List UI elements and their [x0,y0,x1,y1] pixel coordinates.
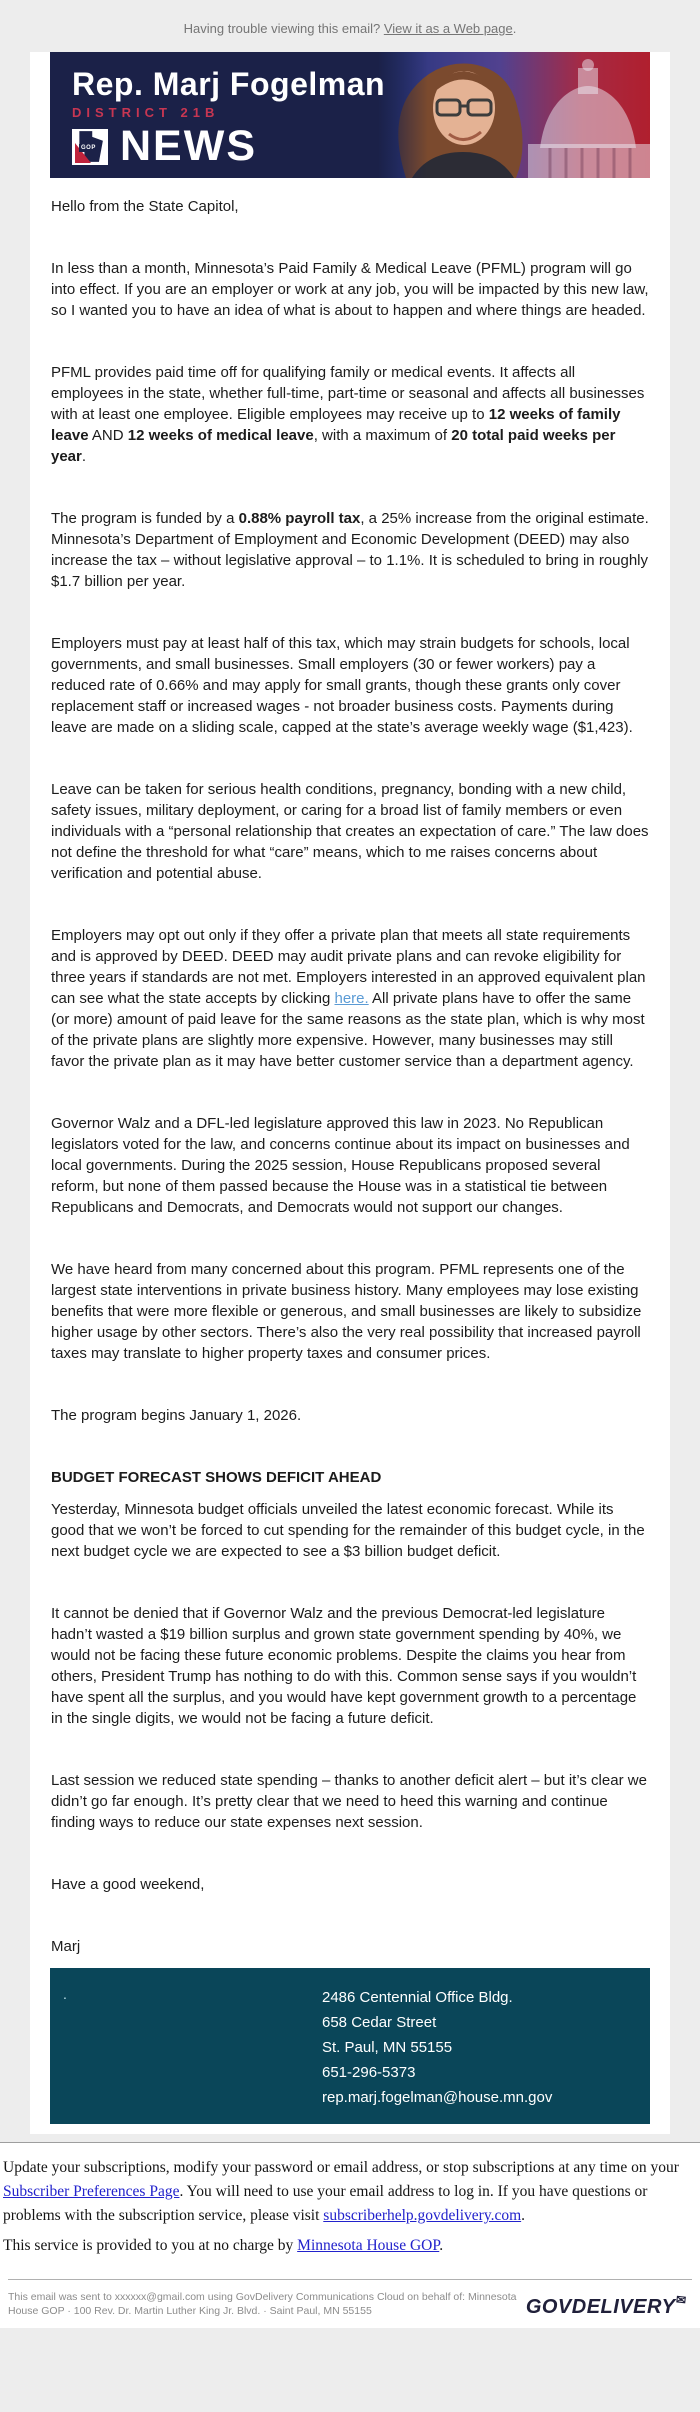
contact-line: 651-296-5373 [322,2064,416,2081]
text-run: . You will need to use your email address to log in. If you have questions or problems with the subscription service, please visit [3,2183,648,2224]
text-run: Hello from the State Capitol, [51,198,239,215]
bold-text: 12 weeks of medical leave [127,427,314,444]
text-run: Leave can be taken for serious health conditions, pregnancy, bonding with a new child, safety issues, military deployment, or caring for a broad list of family members or even individuals with a “personal relationship that creates an expectation of care.” The law does not define the threshold for what “care” means, which to me raises concerns about verification and potential abuse. [51,781,649,882]
text-run: . [521,2207,526,2224]
bold-text: 0.88% payroll tax [238,510,361,527]
text-run: Governor Walz and a DFL-led legislature approved this law in 2023. No Republican legislators voted for the law, and concerns continue about its impact on businesses and local governments. During the 2025 session, House Republicans proposed several reform, but none of them passed because the House was in a statistical tie between Republicans and Democrats, and Democrats would not support our changes. [51,1115,630,1216]
text-run: Marj [51,1938,81,1955]
text-run: In less than a month, Minnesota’s Paid Family & Medical Leave (PFML) program will go into effect. If you are an employer or work at any job, you will be impacted by this new law, so I wanted you to have an idea of what is about to happen and where things are headed. [51,260,649,319]
view-online-suffix: . [512,21,517,36]
text-run: It cannot be denied that if Governor Walz and the previous Democrat-led legislature hadn’t wasted a $19 billion surplus and grown state government spending by 40%, we would not be facing these future economic problems. Despite the claims you hear from others, President Trump has nothing to do with this. Common sense says if you wouldn’t have spent all the surplus, and you would have kept government growth to a percentage in the single digits, we would not be facing a future deficit. [51,1605,637,1727]
contact-lines [322,1985,552,2110]
contact-info-box [50,1968,650,2124]
text-run: Last session we reduced state spending – thanks to another deficit alert – but it’s clear we didn’t go far enough. It’s pretty clear that we need to heed this warning and continue finding ways to reduce our state expenses next session. [51,1772,647,1831]
paragraph [51,196,649,217]
inline-link[interactable]: subscriberhelp.govdelivery.com [323,2207,522,2224]
footer-divider [8,2279,692,2280]
section-heading [51,1467,649,1488]
text-run: BUDGET FORECAST SHOWS DEFICIT AHEAD [51,1469,382,1486]
contact-line: 658 Cedar Street [322,2014,437,2031]
paragraph [51,508,649,592]
paragraph [51,1259,649,1364]
paragraph [51,1405,649,1426]
contact-line: 2486 Centennial Office Bldg. [322,1989,513,2006]
capitol-and-portrait-photo [378,52,650,178]
paragraph [51,1499,649,1562]
bold-text: 12 weeks of family leave [51,406,621,444]
banner-news-label: NEWS [120,122,257,170]
paragraph [51,258,649,321]
paragraph [51,1874,649,1895]
text-run: Update your subscriptions, modify your password or email address, or stop subscriptions at any time on your [3,2159,679,2176]
text-run: We have heard from many concerned about this program. PFML represents one of the largest state interventions in private business history. Many employees may lose existing benefits that were more flexible or generous, and small businesses are likely to subsidize higher usage by other sectors. There’s also the very real possibility that increased payroll taxes may translate to higher property taxes and consumer prices. [51,1261,642,1362]
govdelivery-logo: GOVDELIVERY✉ [525,2292,688,2318]
text-run: Have a good weekend, [51,1876,205,1893]
text-run: , a 25% increase from the original estimate. Minnesota’s Department of Employment and Economic Development (DEED) may also increase the tax – without legislative approval – to 1.1%. It is scheduled to bring in roughly $1.7 billion per year. [51,510,649,590]
paragraph [51,1936,649,1957]
envelope-icon: ✉ [675,2292,688,2308]
paragraph [51,362,649,467]
paragraph [51,1113,649,1218]
contact-dot: . [63,1986,67,2002]
text-run: Yesterday, Minnesota budget officials unveiled the latest economic forecast. While its good that we won’t be forced to cut spending for the remainder of this budget cycle, in the next budget cycle we are expected to see a $3 billion budget deficit. [51,1501,645,1560]
text-run: Employers must pay at least half of this tax, which may strain budgets for schools, local governments, and small businesses. Small employers (30 or fewer workers) pay a reduced rate of 0.66% and may apply for small grants, though these grants only cover replacement staff or increased wages - not broader business costs. Payments during leave are made on a sliding scale, capped at the state’s average weekly wage ($1,423). [51,635,633,736]
text-run: . [439,2237,444,2254]
text-run: Employers may opt out only if they offer a private plan that meets all state requirements and is approved by DEED. DEED may audit private plans and can revoke eligibility for three years if standards are not met. Employers interested in an approved equivalent plan can see what the state accepts by clicking [51,927,646,1007]
view-online-text: Having trouble viewing this email? [183,21,384,36]
contact-line: rep.marj.fogelman@house.mn.gov [322,2089,553,2106]
view-as-webpage-link[interactable]: View it as a Web page [383,21,513,36]
newsletter-banner [50,52,650,178]
text-run: PFML provides paid time off for qualifying family or medical events. It affects all employees in the state, whether full-time, part-time or seasonal and affects all businesses with at least one employee. Eligible employees may receive up to [51,364,645,423]
text-run: All private plans have to offer the same (or more) amount of paid leave for the same reasons as the state plan, which is why most of the private plans are slightly more expensive. However, many businesses may still favor the private plan as it may have better customer service than a department agency. [51,990,645,1070]
service-paragraph [0,2234,700,2258]
paragraph [51,779,649,884]
contact-line: St. Paul, MN 55155 [322,2039,453,2056]
newsletter-body [51,178,649,1957]
inline-link[interactable]: here. [334,990,369,1007]
inline-link[interactable]: Subscriber Preferences Page [3,2183,180,2200]
paragraph [51,1603,649,1729]
text-run: . [81,448,87,465]
text-run: This service is provided to you at no charge by [3,2237,298,2254]
subscription-paragraph [0,2156,700,2228]
email-body-container [30,52,670,2134]
banner-district: DISTRICT 21B [72,105,220,120]
inline-link[interactable]: Minnesota House GOP [297,2237,440,2254]
banner-rep-name: Rep. Marj Fogelman [72,66,386,102]
bold-text: 20 total paid weeks per year [51,427,616,465]
text-run: AND [88,427,128,444]
text-run: The program begins January 1, 2026. [51,1407,302,1424]
text-run: The program is funded by a [51,510,239,527]
mn-gop-logo-icon: GOP [72,129,108,165]
email-disclaimer: This email was sent to xxxxxx@gmail.com using GovDelivery Communications Cloud on behalf of: Minnesota House GOP · 100 Rev. Dr. Martin Luther King Jr. Blvd. · Saint Paul, MN 55155 [8,2291,517,2317]
paragraph [51,925,649,1072]
text-run: , with a maximum of [313,427,452,444]
govdelivery-footer [0,2142,700,2328]
paragraph [51,1770,649,1833]
view-online-bar [0,0,700,52]
paragraph [51,633,649,738]
